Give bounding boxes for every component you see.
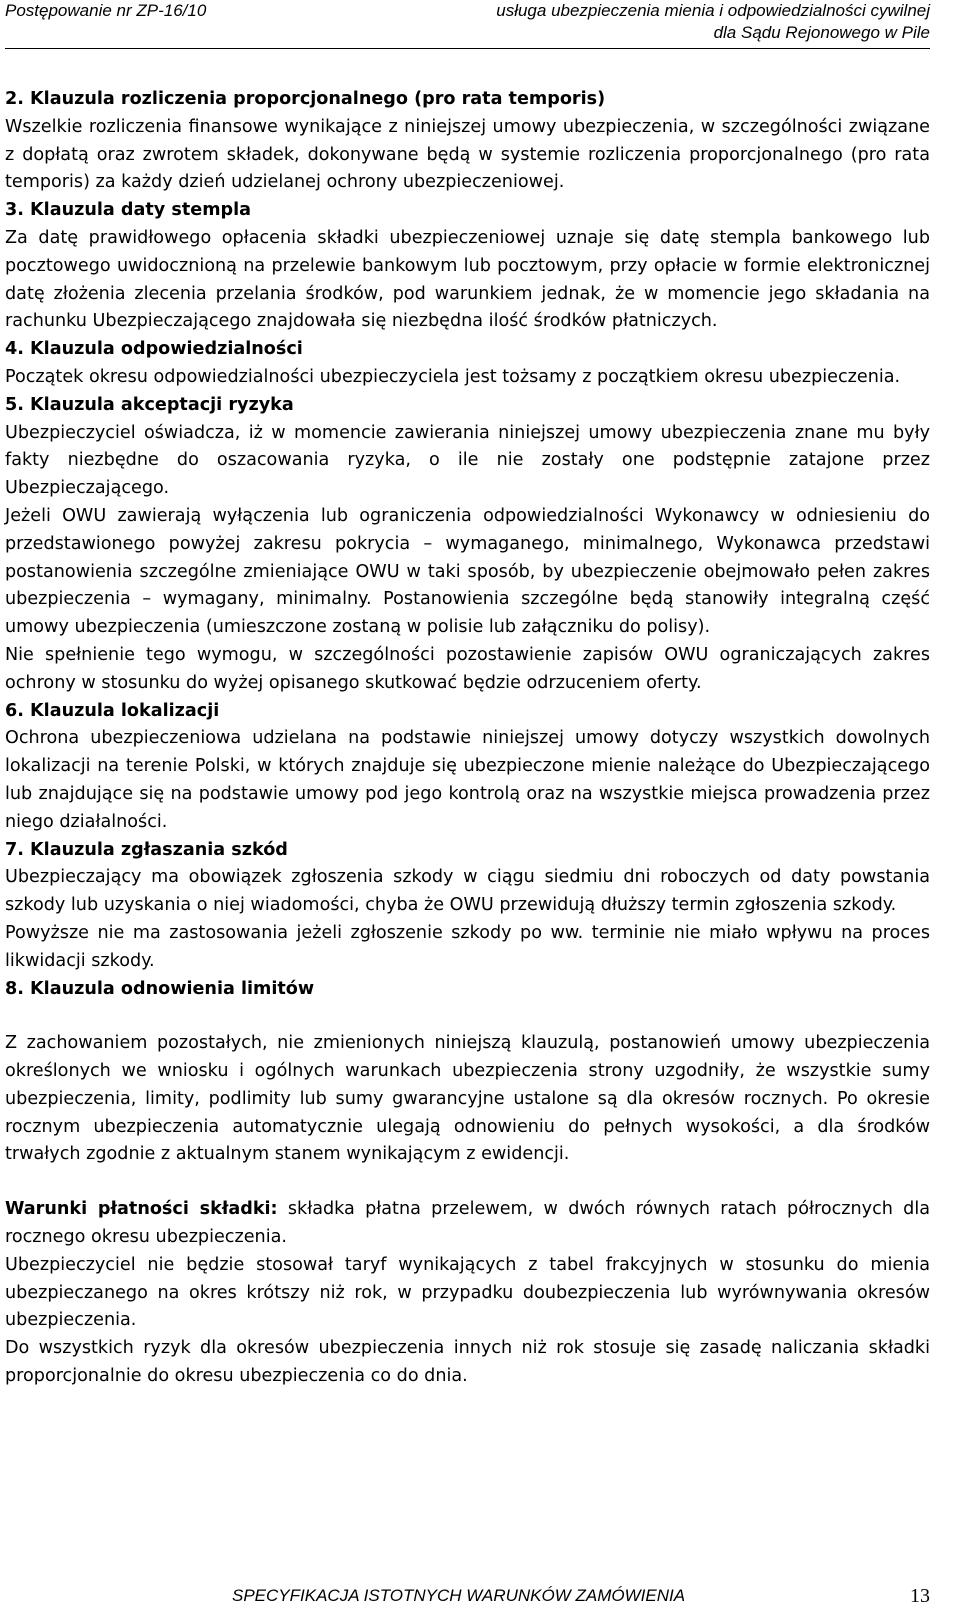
payment-terms-text: składka płatna przelewem, w dwóch równych ratach półrocznych dla rocznego okresu ubezpieczenia. — [5, 1199, 931, 1248]
section-4-text: Początek okresu odpowiedzialności ubezpieczyciela jest tożsamy z początkiem okresu ubezpieczenia. — [5, 366, 901, 387]
section-8-text: Z zachowaniem pozostałych, nie zmienionych niniejszą klauzulą, postanowień umowy ubezpieczenia określonych we wniosku i ogólnych warunkach ubezpieczenia strony uzgodniły, że wszystkie sumy ubezpieczenia, limity, podlimity lub sumy gwarancyjne ustalone są dla okresów rocznych. Po okresie rocznym ubezpieczenia automatycznie ulegają odnowieniu do pełnych wysokości, a dla środków trwałych zgodnie z aktualnym stanem wynikającym z ewidencji. — [5, 1033, 930, 1165]
section-2-text: Wszelkie rozliczenia finansowe wynikające z niniejszej umowy ubezpieczenia, w szczególności związane z dopłatą oraz zwrotem składek, dokonywane będą w systemie rozliczenia proporcjonalnego (pro rata temporis) za każdy dzień udzielanej ochrony ubezpieczeniowej. — [5, 116, 930, 193]
section-heading-7: 7. Klauzula zgłaszania szkód — [5, 839, 288, 860]
section-heading-6: 6. Klauzula lokalizacji — [5, 700, 220, 721]
header-subject — [496, 0, 930, 44]
section-7-text-1: Ubezpieczający ma obowiązek zgłoszenia szkody w ciągu siedmiu dni roboczych od daty powstania szkody lub uzyskania o niej wiadomości, chyba że OWU przewidują dłuższy termin zgłoszenia szkody. — [5, 867, 930, 916]
section-5-text-1: Ubezpieczyciel oświadcza, iż w momencie zawierania niniejszej umowy ubezpieczenia znane mu były fakty niezbędne do oszacowania ryzyka, o ile nie zostały one podstępnie zatajone przez Ubezpieczającego. — [5, 422, 930, 499]
section-heading-2: 2. Klauzula rozliczenia proporcjonalnego (pro rata temporis) — [5, 89, 606, 109]
page-number: 13 — [910, 1585, 930, 1607]
section-6-text: Ochrona ubezpieczeniowa udzielana na podstawie niniejszej umowy dotyczy wszystkich dowolnych lokalizacji na terenie Polski, w których znajduje się ubezpieczone mienie należące do Ubezpieczającego lub znajdujące się na podstawie umowy pod jego kontrolą oraz na wszystkie miejsca prowadzenia przez niego działalności. — [5, 728, 930, 832]
spacer — [5, 1003, 930, 1030]
section-heading-3: 3. Klauzula daty stempla — [5, 200, 252, 221]
payment-text-1: Ubezpieczyciel nie będzie stosował taryf wynikających z tabel frakcyjnych w stosunku do mienia ubezpieczanego na okres krótszy niż rok, w przypadku doubezpieczenia lub wyrównywania okresów ubezpieczenia. — [5, 1254, 930, 1331]
spacer — [5, 1169, 930, 1196]
section-3-text: Za datę prawidłowego opłacenia składki ubezpieczeniowej uznaje się datę stempla bankowego lub pocztowego uwidocznioną na przelewie bankowym lub pocztowym, przy opłacie w formie elektronicznej datę złożenia zlecenia przelania środków, pod warunkiem jednak, że w momencie jego składania na rachunku Ubezpieczającego znajdowała się niezbędna ilość środków płatniczych. — [5, 227, 930, 332]
section-5-text-2: Jeżeli OWU zawierają wyłączenia lub ograniczenia odpowiedzialności Wykonawcy w odniesieniu do przedstawionego powyżej zakresu pokrycia – wymaganego, minimalnego, Wykonawca przedstawi postanowienia szczególne zmieniające OWU w taki sposób, by ubezpieczenie obejmowało pełen zakres ubezpieczenia – wymagany, minimalny. Postanowienia szczególne będą stanowiły integralną część umowy ubezpieczenia (umieszczone zostaną w polisie lub załączniku do polisy). — [5, 505, 930, 638]
header-subject-line2: dla Sądu Rejonowego w Pile — [713, 23, 930, 42]
header-subject-line1: usługa ubezpieczenia mienia i odpowiedzialności cywilnej — [496, 1, 930, 20]
footer-title: SPECYFIKACJA ISTOTNYCH WARUNKÓW ZAMÓWIENIA — [232, 1586, 686, 1605]
section-7-text-2: Powyższe nie ma zastosowania jeżeli zgłoszenie szkody po ww. terminie nie miało wpływu na proces likwidacji szkody. — [5, 922, 930, 971]
payment-terms — [5, 1196, 930, 1252]
section-heading-4: 4. Klauzula odpowiedzialności — [5, 339, 303, 360]
header-divider — [5, 48, 930, 49]
section-heading-5: 5. Klauzula akceptacji ryzyka — [5, 394, 294, 415]
payment-text-2: Do wszystkich ryzyk dla okresów ubezpieczenia innych niż rok stosuje się zasadę naliczania składki proporcjonalnie do okresu ubezpieczenia co do dnia. — [5, 1338, 930, 1387]
document-body — [5, 86, 930, 1391]
section-heading-8: 8. Klauzula odnowienia limitów — [5, 978, 315, 999]
payment-terms-label: Warunki płatności składki: — [5, 1199, 278, 1220]
header-case-number: Postępowanie nr ZP-16/10 — [5, 1, 207, 20]
section-5-text-3: Nie spełnienie tego wymogu, w szczególności pozostawienie zapisów OWU ograniczających zakres ochrony w stosunku do wyżej opisanego skutkować będzie odrzuceniem oferty. — [5, 644, 930, 693]
